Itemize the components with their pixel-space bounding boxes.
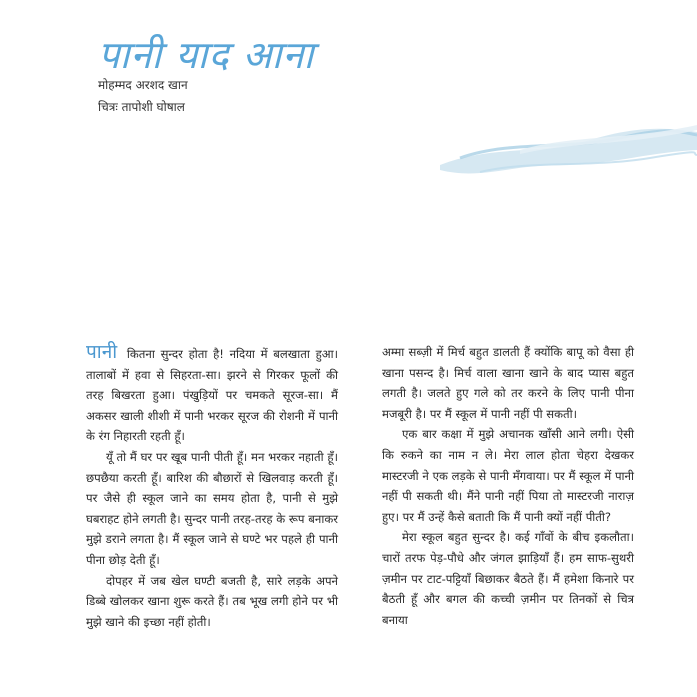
- watercolor-wave-illustration: [420, 110, 697, 195]
- paragraph: यूँ तो मैं घर पर खूब पानी पीती हूँ। मन भरकर नहाती हूँ। छपछैया करती हूँ। बारिश की बौछारों से खिलवाड़ करती हूँ। पर जैसे ही स्कूल जाने का समय होता है, पानी से मुझे घबराहट होने लगती है। सुन्दर पानी तरह-तरह के रूप बनाकर मुझे डराने लगता है। मैं स्कूल जाने से घण्टे भर पहले ही पानी पीना छोड़ देती हूँ।: [86, 449, 338, 567]
- paragraph: मेरा स्कूल बहुत सुन्दर है। कई गाँवों के बीच इकलौता। चारों तरफ पेड़-पौधे और जंगल झाड़ियाँ हैं। हम साफ-सुथरी ज़मीन पर टाट-पट्टियाँ बिछाकर बैठते हैं। मैं हमेशा किनारे पर बैठती हूँ और बगल की कच्ची ज़मीन पर तिनकों से चित्र बनाया: [382, 530, 634, 627]
- author-byline: मोहम्मद अरशद खान: [98, 78, 188, 92]
- article-column-right: [382, 342, 634, 630]
- article-title: पानी याद आना: [98, 33, 315, 77]
- paragraph: दोपहर में जब खेल घण्टी बजती है, सारे लड़के अपने डिब्बे खोलकर खाना शुरू करते हैं। तब भूख लगी होने पर भी मुझे खाने की इच्छा नहीं होती।: [86, 573, 338, 629]
- article-column-left: [86, 342, 338, 632]
- lead-word: पानी: [86, 341, 118, 363]
- illustrator-credit: चित्रः तापोशी घोषाल: [98, 100, 185, 114]
- paragraph: अम्मा सब्ज़ी में मिर्च बहुत डालती हैं क्योंकि बापू को वैसा ही खाना पसन्द है। मिर्च वाला खाना खाने के बाद प्यास बहुत लगती है। जलते हुए गले को तर करने के लिए पानी पीना मजबूरी है। पर मैं स्कूल में पानी नहीं पी सकती।: [382, 345, 634, 421]
- paragraph: [86, 342, 338, 447]
- paragraph-text: कितना सुन्दर होता है! नदिया में बलखाता हुआ। तालाबों में हवा से सिहरता-सा। झरने से गिरकर फूलों की तरह बिखरता हुआ। पंखुड़ियों पर चमकते सूरज-सा। मैं अकसर खाली शीशी में पानी भरकर सूरज की रोशनी में पानी के रंग निहारती रहती हूँ।: [86, 347, 338, 444]
- paragraph: एक बार कक्षा में मुझे अचानक खाँसी आने लगी। ऐसी कि रुकने का नाम न ले। मेरा लाल होता चेहरा देखकर मास्टरजी ने एक लड़के से पानी मँगवाया। पर मैं स्कूल में पानी नहीं पी सकती थी। मैंने पानी नहीं पिया तो मास्टरजी नाराज़ हुए। पर मैं उन्हें कैसे बताती कि मैं पानी क्यों नहीं पीती?: [382, 427, 634, 524]
